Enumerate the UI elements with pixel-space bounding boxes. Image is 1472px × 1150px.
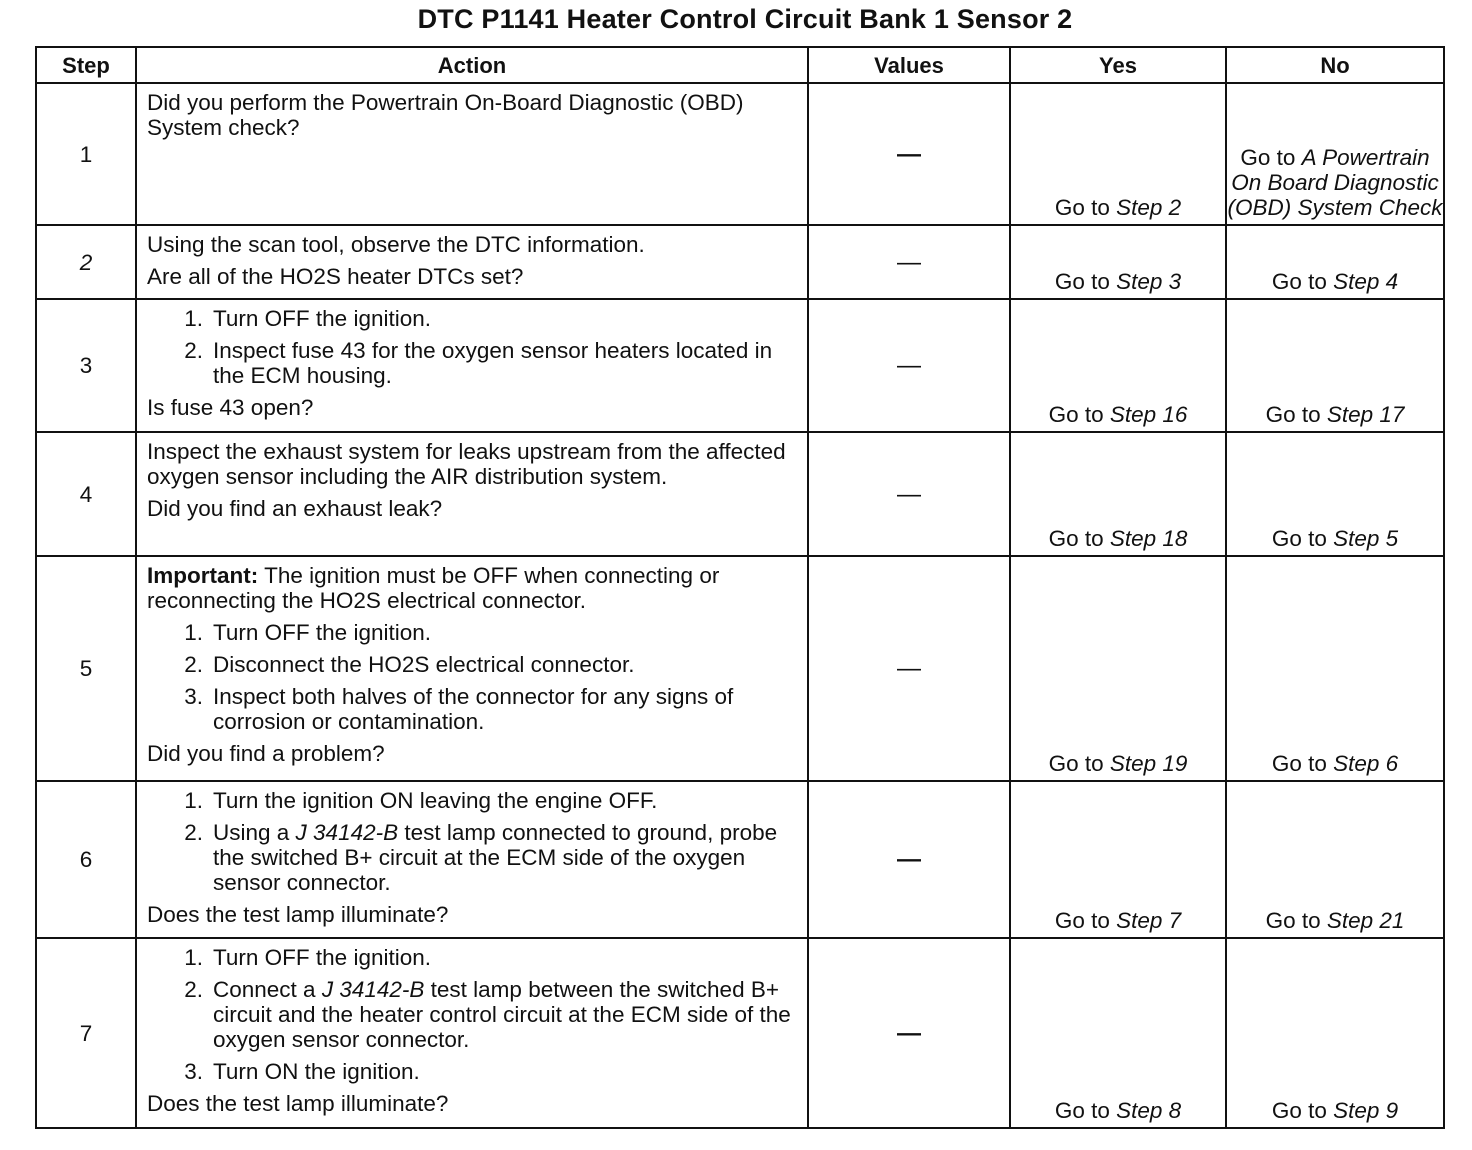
no-prefix: Go to: [1271, 751, 1334, 776]
values-cell: —: [808, 432, 1010, 556]
no-cell: [1226, 781, 1444, 938]
header-step: Step: [36, 47, 136, 83]
action-list-item: 2. Inspect fuse 43 for the oxygen sensor heaters located in the ECM housing.: [184, 338, 773, 388]
important-label: Important:: [147, 563, 259, 588]
yes-prefix: Go to: [1054, 1098, 1117, 1123]
action-cell: [136, 432, 808, 556]
values-cell: —: [808, 299, 1010, 432]
no-prefix: Go to: [1271, 1098, 1334, 1123]
step-number: 7: [36, 938, 136, 1128]
no-cell: [1226, 432, 1444, 556]
action-question: Does the test lamp illuminate?: [147, 1091, 449, 1116]
table-row: [36, 225, 1444, 299]
table-row: [36, 556, 1444, 781]
yes-prefix: Go to: [1054, 269, 1117, 294]
yes-cell: [1010, 938, 1226, 1128]
action-list-item: 2. Connect a J 34142-B test lamp between the switched B+ circuit and the heater control circuit at the ECM side of the oxygen sensor connector.: [184, 977, 791, 1052]
header-no: No: [1226, 47, 1444, 83]
step-number: 5: [36, 556, 136, 781]
yes-prefix: Go to: [1048, 526, 1110, 551]
action-list-item: 1. Turn OFF the ignition.: [184, 945, 432, 970]
yes-prefix: Go to: [1054, 195, 1117, 220]
yes-prefix: Go to: [1048, 402, 1110, 427]
diagnostic-table: [35, 46, 1445, 1129]
tool-reference: J 34142-B: [321, 977, 425, 1002]
step-number: 6: [36, 781, 136, 938]
step-number: 3: [36, 299, 136, 432]
yes-step-ref: Step 2: [1116, 195, 1182, 220]
action-question: Did you perform the Powertrain On-Board Diagnostic (OBD) System check?: [147, 90, 744, 140]
yes-cell: [1010, 432, 1226, 556]
step-number-text: 2: [79, 249, 93, 275]
action-question: Did you find a problem?: [147, 741, 385, 766]
yes-step-ref: Step 3: [1116, 269, 1182, 294]
yes-step-ref: Step 7: [1116, 908, 1182, 933]
important-note: [147, 563, 797, 613]
action-list-item: 1. Turn OFF the ignition.: [184, 306, 432, 331]
yes-step-ref: Step 8: [1116, 1098, 1182, 1123]
action-list-item: 2. Disconnect the HO2S electrical connector.: [184, 652, 635, 677]
no-cell: [1226, 225, 1444, 299]
action-list-item: 2. Using a J 34142-B test lamp connected to ground, probe the switched B+ circuit at the ECM side of the oxygen sensor connector.: [184, 820, 778, 895]
yes-step-ref: Step 16: [1109, 402, 1188, 427]
tool-reference: J 34142-B: [295, 820, 399, 845]
values-cell: —: [808, 556, 1010, 781]
values-cell: —: [808, 83, 1010, 225]
yes-step-ref: Step 19: [1109, 751, 1188, 776]
values-cell: —: [808, 225, 1010, 299]
yes-cell: [1010, 83, 1226, 225]
no-step-ref: Step 6: [1333, 751, 1399, 776]
action-list-item: 3. Turn ON the ignition.: [184, 1059, 420, 1084]
no-prefix: Go to: [1271, 269, 1334, 294]
no-cell: [1226, 83, 1444, 225]
values-cell: —: [808, 781, 1010, 938]
action-cell: [136, 83, 808, 225]
action-list-item: 3. Inspect both halves of the connector for any signs of corrosion or contamination.: [184, 684, 734, 734]
no-cell: [1226, 299, 1444, 432]
table-row: [36, 781, 1444, 938]
yes-cell: [1010, 299, 1226, 432]
header-action: Action: [136, 47, 808, 83]
action-question: Did you find an exhaust leak?: [147, 496, 443, 521]
action-list-item: 1. Turn the ignition ON leaving the engine OFF.: [184, 788, 658, 813]
action-instruction: Using the scan tool, observe the DTC information.: [147, 232, 645, 257]
values-cell: —: [808, 938, 1010, 1128]
no-step-ref: Step 21: [1326, 908, 1405, 933]
action-question: Is fuse 43 open?: [147, 395, 314, 420]
page-title: DTC P1141 Heater Control Circuit Bank 1 Sensor 2: [417, 4, 1073, 34]
table-header-row: [36, 47, 1444, 83]
action-list-item: 1. Turn OFF the ignition.: [184, 620, 432, 645]
step-number: 4: [36, 432, 136, 556]
action-cell: [136, 781, 808, 938]
action-cell: [136, 556, 808, 781]
action-cell: [136, 225, 808, 299]
step-number: [36, 225, 136, 299]
no-prefix: Go to: [1265, 908, 1327, 933]
no-step-ref: Step 5: [1333, 526, 1399, 551]
yes-cell: [1010, 781, 1226, 938]
action-cell: [136, 299, 808, 432]
table-row: [36, 299, 1444, 432]
table-row: [36, 938, 1444, 1128]
no-step-ref: Step 4: [1333, 269, 1399, 294]
step-number: 1: [36, 83, 136, 225]
header-yes: Yes: [1010, 47, 1226, 83]
action-question: Are all of the HO2S heater DTCs set?: [147, 264, 524, 289]
yes-prefix: Go to: [1048, 751, 1110, 776]
action-cell: [136, 938, 808, 1128]
yes-step-ref: Step 18: [1109, 526, 1188, 551]
table-row: [36, 83, 1444, 225]
no-prefix: Go to: [1265, 402, 1327, 427]
action-instruction: Inspect the exhaust system for leaks upstream from the affected oxygen sensor including the AIR distribution system.: [147, 439, 786, 489]
no-step-ref: A Powertrain On Board Diagnostic (OBD) System Check: [1227, 145, 1443, 220]
no-step-ref: Step 9: [1333, 1098, 1399, 1123]
no-cell: [1226, 938, 1444, 1128]
table-row: [36, 432, 1444, 556]
important-text: The ignition must be OFF when connecting or reconnecting the HO2S electrical connector.: [147, 563, 720, 613]
no-step-ref: Step 17: [1326, 402, 1405, 427]
no-prefix: Go to: [1271, 526, 1334, 551]
no-prefix: Go to: [1240, 145, 1302, 170]
yes-prefix: Go to: [1054, 908, 1117, 933]
yes-cell: [1010, 225, 1226, 299]
header-values: Values: [808, 47, 1010, 83]
action-question: Does the test lamp illuminate?: [147, 902, 449, 927]
no-cell: [1226, 556, 1444, 781]
yes-cell: [1010, 556, 1226, 781]
